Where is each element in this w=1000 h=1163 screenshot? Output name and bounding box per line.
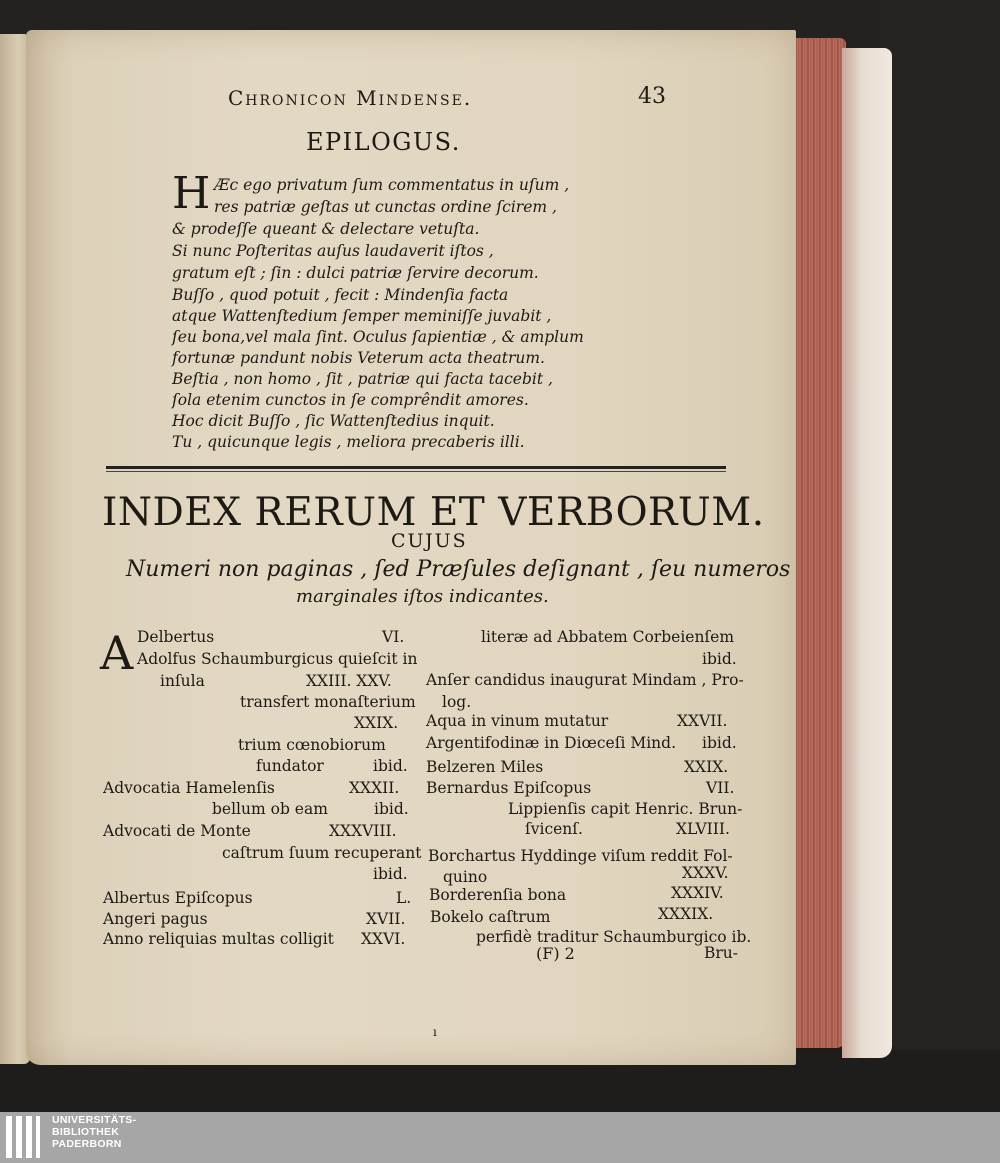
index-entry: Bernardus Epiſcopus xyxy=(426,779,592,797)
index-ref: VI. xyxy=(382,628,405,646)
index-subtitle-line1: Numeri non paginas , ſed Præſules deſignant , ſeu numeros xyxy=(126,557,791,582)
index-ref: XVII. xyxy=(366,910,406,928)
index-entry: Delbertus xyxy=(137,628,215,646)
index-ref: ibid. xyxy=(373,865,408,883)
index-entry: ſvicenſ. xyxy=(525,820,583,838)
index-ref: XLVIII. xyxy=(676,820,730,838)
index-ref: ibid. xyxy=(374,800,409,818)
index-entry: Adolfus Schaumburgicus quieſcit in xyxy=(137,650,418,668)
signature-mark: (F) 2 xyxy=(536,944,575,963)
index-entry: Anſer candidus inaugurat Mindam , Pro- xyxy=(426,671,744,689)
library-footer xyxy=(0,1112,1000,1163)
library-name xyxy=(52,1114,136,1150)
index-ref: XXXVIII. xyxy=(329,822,397,840)
index-entry: bellum ob eam xyxy=(212,800,328,818)
verse-line: Hoc dicit Buſſo , ſic Wattenſtedius inquit. xyxy=(172,412,495,430)
verse-line: Beſtia , non homo , ſit , patriæ qui facta tacebit , xyxy=(172,370,553,388)
library-line2: BIBLIOTHEK xyxy=(52,1126,120,1138)
index-entry: Anno reliquias multas colligit xyxy=(103,930,334,948)
index-ref: XXIX. xyxy=(684,758,729,776)
index-entry: inſula xyxy=(160,672,205,690)
index-dropcap: A xyxy=(100,626,134,680)
index-entry: Advocatia Hamelenſis xyxy=(103,779,275,797)
index-entry: Advocati de Monte xyxy=(103,822,251,840)
index-entry: Albertus Epiſcopus xyxy=(103,889,253,907)
index-entry: literæ ad Abbatem Corbeienſem xyxy=(481,628,735,646)
index-ref: ibid. xyxy=(702,734,737,752)
index-entry: Aqua in vinum mutatur xyxy=(426,712,609,730)
verse-line: atque Wattenſtedium ſemper meminiſſe juvabit , xyxy=(172,307,552,325)
index-cujus: CUJUS xyxy=(391,530,468,552)
index-ref: XXXIX. xyxy=(658,905,714,923)
index-ref: ibid. xyxy=(702,650,737,668)
section-divider-thin xyxy=(106,471,726,472)
verse-line: ſola etenim cunctos in ſe comprêndit amores. xyxy=(172,391,529,409)
index-ref: L. xyxy=(396,889,412,907)
index-entry: Argentifodinæ in Diœceſi Mind. xyxy=(426,734,677,752)
index-ref: ibid. xyxy=(373,757,408,775)
background-right xyxy=(880,0,1000,1110)
book-cover-edge xyxy=(842,48,892,1058)
index-entry: quino xyxy=(443,868,488,886)
library-logo-icon xyxy=(6,1116,42,1158)
verse-line: res patriæ geſtas ut cunctas ordine ſcirem , xyxy=(214,198,557,216)
index-entry: trium cœnobiorum xyxy=(238,736,386,754)
epilogue-dropcap: H xyxy=(172,168,211,219)
index-entry: log. xyxy=(442,693,472,711)
verse-line: fortunæ pandunt nobis Veterum acta theatrum. xyxy=(172,349,545,367)
index-entry: Angeri pagus xyxy=(103,910,208,928)
index-entry: transfert monaſterium xyxy=(240,693,416,711)
index-ref: XXXV. xyxy=(682,864,729,882)
index-entry: perfidè traditur Schaumburgico ib. xyxy=(476,928,752,946)
verse-line: Buſſo , quod potuit , fecit : Mindenſia facta xyxy=(172,286,509,304)
index-ref: XXIII. XXV. xyxy=(306,672,392,690)
index-ref: XXVI. xyxy=(361,930,406,948)
page-number: 43 xyxy=(638,84,666,109)
index-entry: Borchartus Hyddinge viſum reddit Fol- xyxy=(428,847,733,865)
verse-line: Tu , quicunque legis , meliora precaberis illi. xyxy=(172,433,525,451)
verse-line: gratum eſt ; ſin : dulci patriæ ſervire decorum. xyxy=(172,264,539,282)
epilogue-title: EPILOGUS. xyxy=(306,128,461,156)
verse-line: Si nunc Poſteritas auſus laudaverit iſtos , xyxy=(172,242,494,260)
verse-line: & prodeſſe queant & delectare vetuſta. xyxy=(172,220,480,238)
index-ref: XXXIV. xyxy=(671,884,724,902)
catchword: Bru- xyxy=(704,944,739,962)
index-ref: XXVII. xyxy=(677,712,728,730)
index-entry: Belzeren Miles xyxy=(426,758,544,776)
verse-line: ſeu bona,vel mala ſint. Oculus ſapientiæ , & amplum xyxy=(172,328,584,346)
verse-line: Æc ego privatum ſum commentatus in uſum , xyxy=(214,176,570,194)
index-ref: XXXII. xyxy=(349,779,400,797)
section-divider xyxy=(106,466,726,469)
library-line1: UNIVERSITÄTS- xyxy=(52,1114,137,1126)
stray-mark: ı xyxy=(433,1025,437,1039)
index-entry: caſtrum ſuum recuperant xyxy=(222,844,422,862)
index-ref: VII. xyxy=(706,779,735,797)
library-line3: PADERBORN xyxy=(52,1138,122,1150)
index-ref: XXIX. xyxy=(354,714,399,732)
index-title: INDEX RERUM ET VERBORUM. xyxy=(102,490,765,535)
index-entry: Lippienſis capit Henric. Brun- xyxy=(508,800,743,818)
running-title: Chronicon Mindense. xyxy=(228,86,473,110)
index-entry: Bokelo caſtrum xyxy=(430,908,551,926)
index-entry: Borderenſia bona xyxy=(429,886,567,904)
index-subtitle-line2: marginales iſtos indicantes. xyxy=(296,586,549,607)
index-entry: fundator xyxy=(256,757,324,775)
